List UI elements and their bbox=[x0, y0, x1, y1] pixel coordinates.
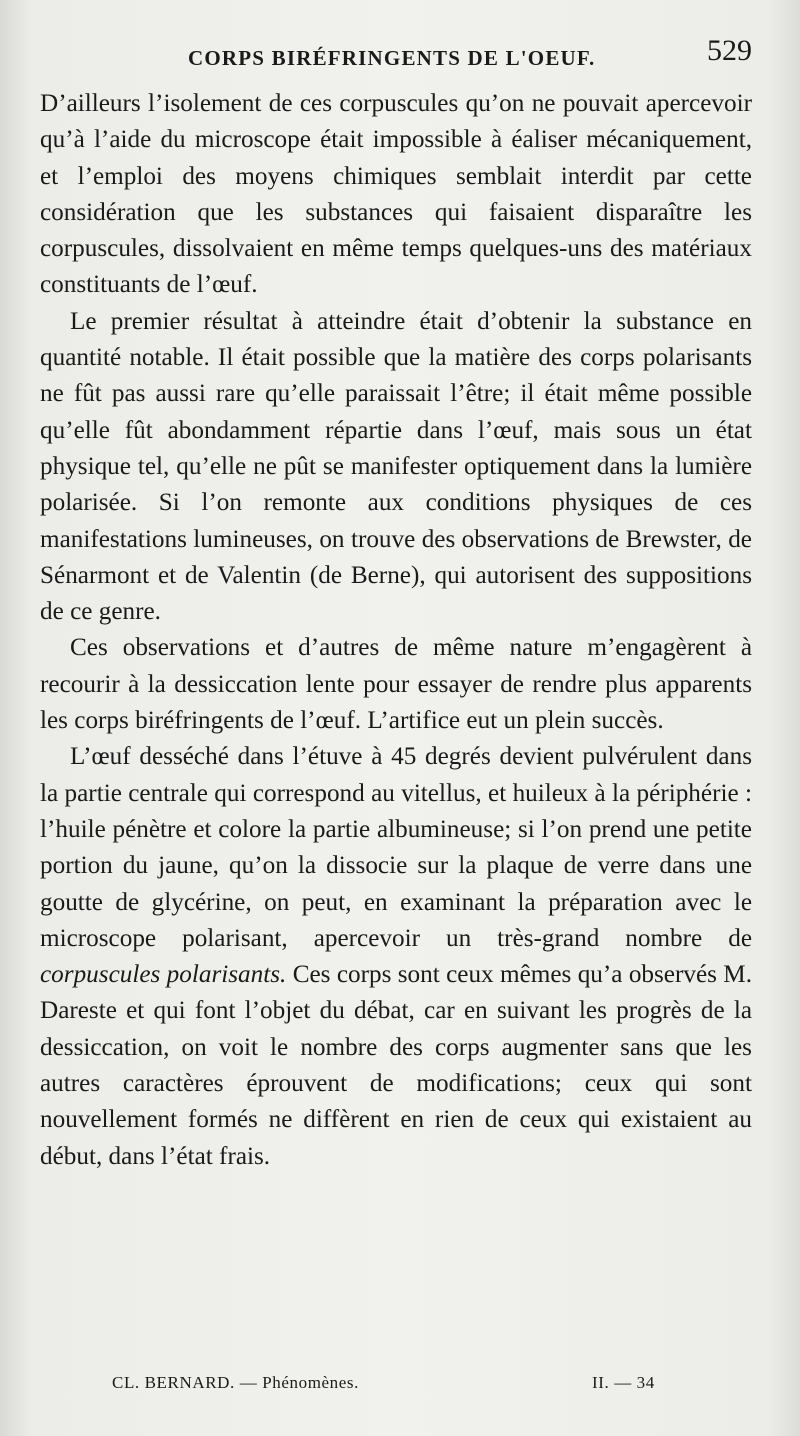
paragraph-1-text: D’ailleurs l’isolement de ces corpuscules qu’on ne pouvait apercevoir qu’à l’aide du microscope était impossible à éaliser mécaniquement, et l’emploi des moyens chimiques semblait interdit par cette considération que les substances qui faisaient disparaître les corpuscules, dissolvaient en même temps quelques-uns des matériaux constituants de l’œuf. bbox=[40, 90, 752, 299]
paragraph-4-text-start: L’œuf desséché dans l’étuve à 45 degrés devient pulvérulent dans la partie centrale qui correspond au vitellus, et huileux à la périphérie : l’huile pénètre et colore la partie albumineuse; si l’on prend une petite portion du jaune, qu’on la dissocie sur la plaque de verre dans une goutte de glycérine, on peut, en examinant la préparation avec le microscope polarisant, apercevoir un très-grand nombre de bbox=[40, 743, 752, 952]
running-title: CORPS BIRÉFRINGENTS DE L'OEUF. bbox=[188, 46, 596, 70]
footer-signature: CL. BERNARD. — Phénomènes. bbox=[112, 1373, 359, 1392]
paragraph-3-text: Ces observations et d’autres de même nature m’engagèrent à recourir à la dessiccation lente pour essayer de rendre plus apparents les corps biréfringents de l’œuf. L’artifice eut un plein succès. bbox=[40, 634, 752, 735]
paragraph-3 bbox=[40, 630, 752, 739]
page-footer bbox=[40, 1373, 752, 1403]
footer-sheet-mark: II. — 34 bbox=[592, 1373, 655, 1392]
paragraph-4 bbox=[40, 739, 752, 1175]
page-number: 529 bbox=[707, 34, 752, 67]
running-header bbox=[40, 34, 752, 74]
paragraph-2-text: Le premier résultat à atteindre était d’obtenir la substance en quantité notable. Il était possible que la matière des corps polarisants ne fût pas aussi rare qu’elle paraissait l’être; il était même possible qu’elle fût abondamment répartie dans l’œuf, mais sous un état physique tel, qu’elle ne pût se manifester optiquement dans la lumière polarisée. Si l’on remonte aux conditions physiques de ces manifestations lumineuses, on trouve des observations de Brewster, de Sénarmont et de Valentin (de Berne), qui autorisent des suppositions de ce genre. bbox=[40, 307, 752, 626]
paragraph-4-emphasis: corpuscules polarisants. bbox=[40, 961, 287, 989]
paragraph-1 bbox=[40, 86, 752, 304]
paragraph-4-text-end: Ces corps sont ceux mêmes qu’a observés M. Dareste et qui font l’objet du débat, car en suivant les progrès de la dessiccation, on voit le nombre des corps augmenter sans que les autres caractères éprouvent de modifications; ceux qui sont nouvellement formés ne diffèrent en rien de ceux qui existaient au début, dans l’état frais. bbox=[40, 961, 752, 1170]
body-text bbox=[40, 86, 752, 1175]
paragraph-2 bbox=[40, 304, 752, 631]
